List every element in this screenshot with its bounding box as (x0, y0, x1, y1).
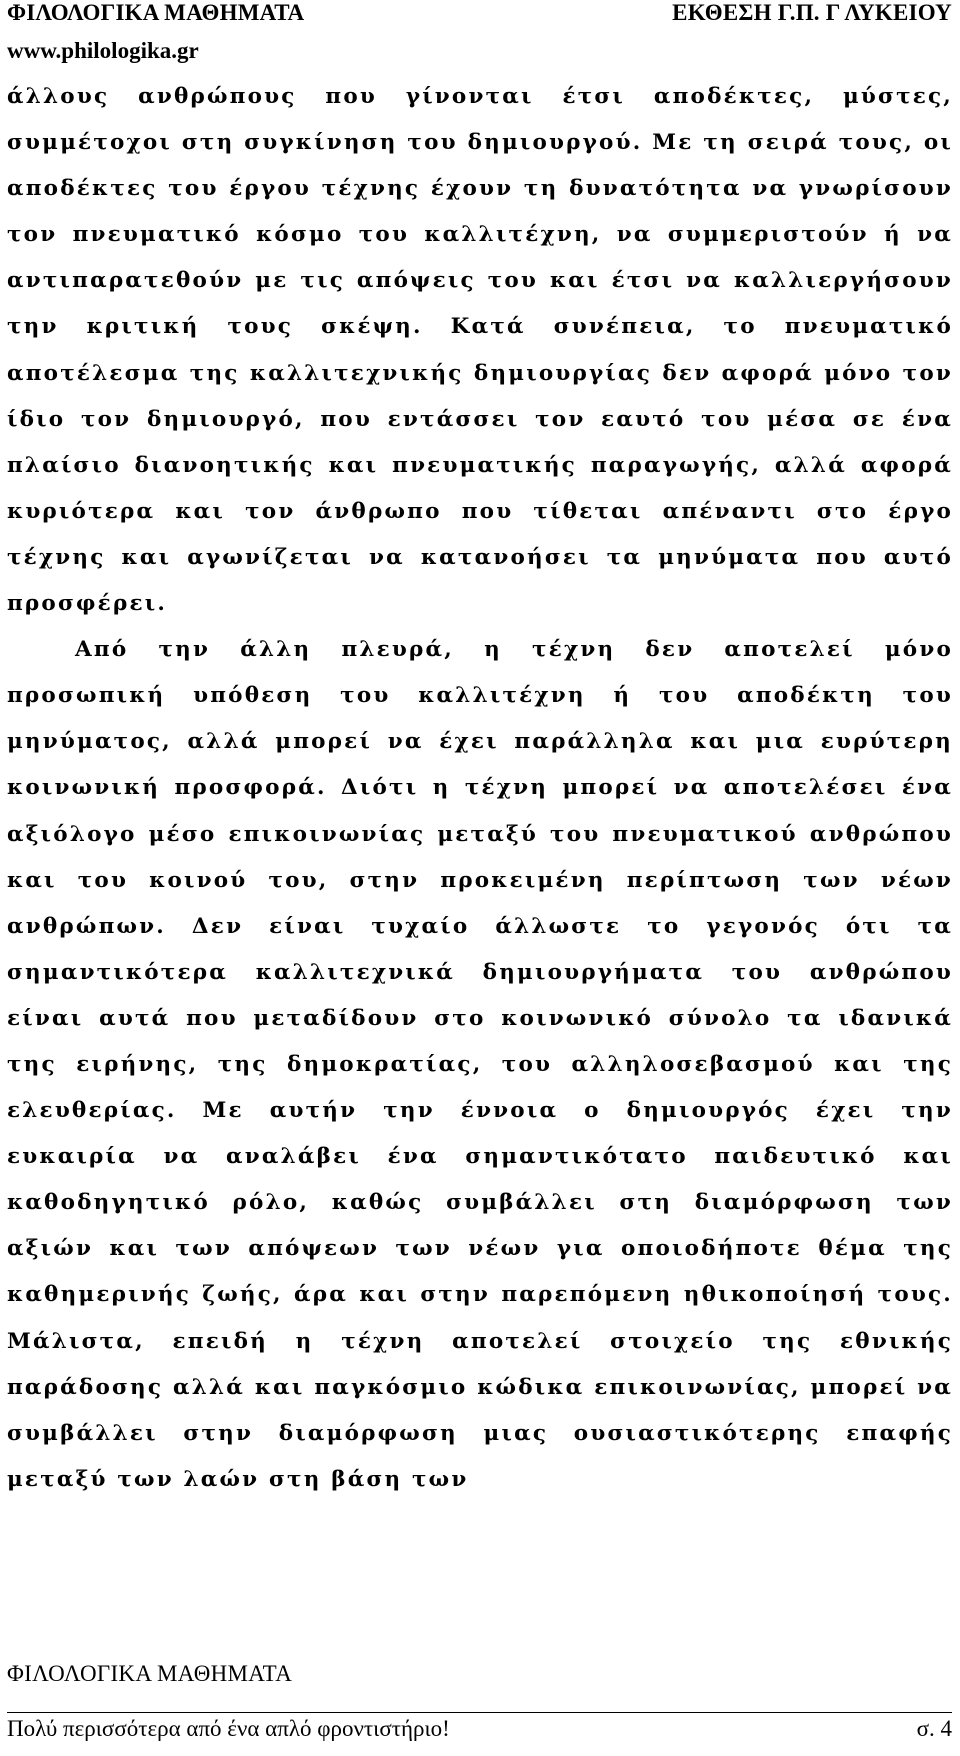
page-footer (7, 1716, 952, 1752)
footer-slogan: Πολύ περισσότερα από ένα απλό φροντιστήριο! (7, 1716, 450, 1741)
site-url-link[interactable]: www.philologika.gr (7, 38, 199, 63)
page-number: σ. 4 (916, 1716, 952, 1741)
paragraph-2: Από την άλλη πλευρά, η τέχνη δεν αποτελεί μόνο προσωπική υπόθεση του καλλιτέχνη ή του αποδέκτη του μηνύματος, αλλά μπορεί να έχει παράλληλα και μια ευρύτερη κοινωνική προσφορά. Διότι η τέχνη μπορεί να αποτελέσει ένα αξιόλογο μέσο επικοινωνίας μεταξύ του πνευματικού ανθρώπου και του κοινού του, στην προκειμένη περίπτωση των νέων ανθρώπων. Δεν είναι τυχαίο άλλωστε το γεγονός ότι τα σημαντικότερα καλλιτεχνικά δημιουργήματα του ανθρώπου είναι αυτά που μεταδίδουν στο κοινωνικό σύνολο τα ιδανικά της ειρήνης, της δημοκρατίας, του αλληλοσεβασμού και της ελευθερίας. Με αυτήν την έννοια ο δημιουργός έχει την ευκαιρία να αναλάβει ένα σημαντικότατο παιδευτικό και καθοδηγητικό ρόλο, καθώς συμβάλλει στη διαμόρφωση των αξιών και των απόψεων των νέων για οποιοδήποτε θέμα της καθημερινής ζωής, άρα και στην παρεπόμενη ηθικοποίησή τους. Μάλιστα, επειδή η τέχνη αποτελεί στοιχείο της εθνικής παράδοσης αλλά και παγκόσμιο κώδικα επικοινωνίας, μπορεί να συμβάλλει στην διαμόρφωση μιας ουσιαστικότερης επαφής μεταξύ των λαών στη βάση των (7, 637, 953, 1492)
document-body (7, 74, 953, 1503)
header-subject: ΕΚΘΕΣΗ Γ.Π. Γ ΛΥΚΕΙΟΥ (672, 0, 952, 25)
footer-publisher: ΦΙΛΟΛΟΓΙΚΑ ΜΑΘΗΜΑΤΑ (7, 1661, 293, 1686)
footer-divider (7, 1712, 952, 1713)
page-header (7, 0, 952, 34)
header-publisher: ΦΙΛΟΛΟΓΙΚΑ ΜΑΘΗΜΑΤΑ (7, 0, 305, 25)
paragraph-1: άλλους ανθρώπους που γίνονται έτσι αποδέκτες, μύστες, συμμέτοχοι στη συγκίνηση του δημιουργού. Με τη σειρά τους, οι αποδέκτες του έργου τέχνης έχουν τη δυνατότητα να γνωρίσουν τον πνευματικό κόσμο του καλλιτέχνη, να συμμεριστούν ή να αντιπαρατεθούν με τις απόψεις του και έτσι να καλλιεργήσουν την κριτική τους σκέψη. Κατά συνέπεια, το πνευματικό αποτέλεσμα της καλλιτεχνικής δημιουργίας δεν αφορά μόνο τον ίδιο τον δημιουργό, που εντάσσει τον εαυτό του μέσα σε ένα πλαίσιο διανοητικής και πνευματικής παραγωγής, αλλά αφορά κυριότερα και τον άνθρωπο που τίθεται απέναντι στο έργο τέχνης και αγωνίζεται να κατανοήσει τα μηνύματα που αυτό προσφέρει. (7, 84, 953, 617)
